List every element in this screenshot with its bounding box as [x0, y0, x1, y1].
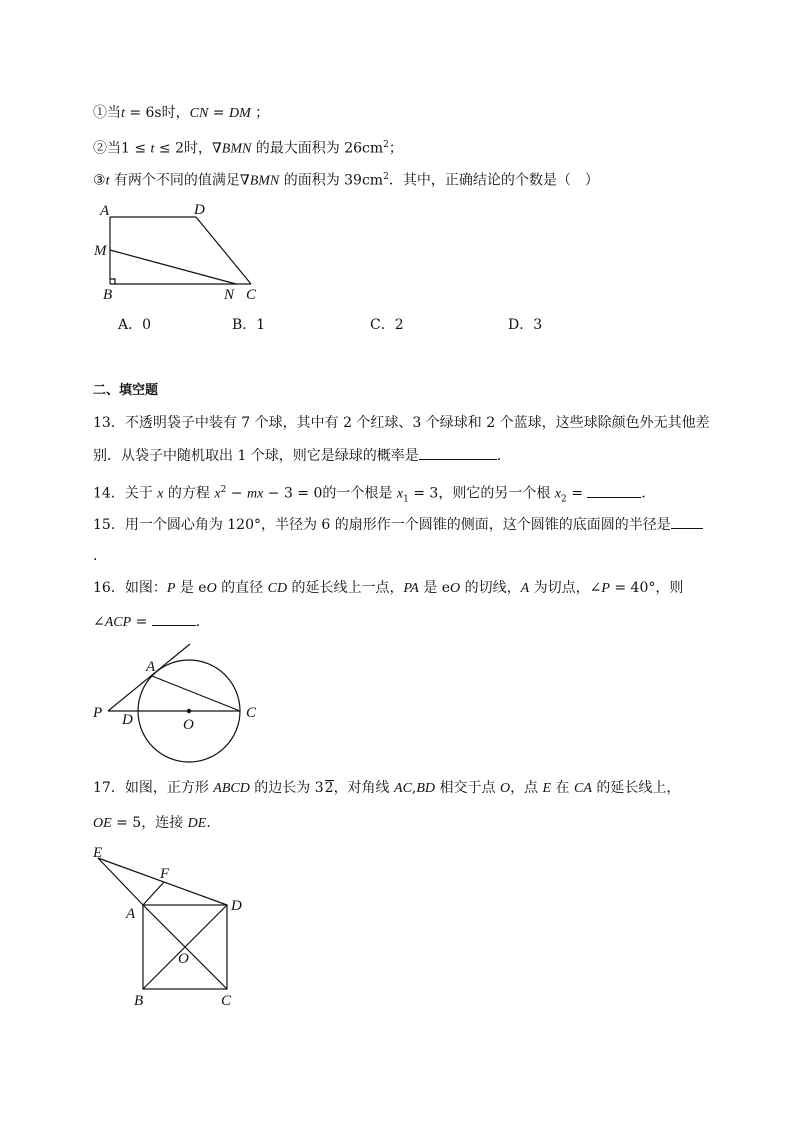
label-C: C: [246, 287, 257, 303]
q15-answer-blank[interactable]: [671, 514, 703, 529]
q12-statement-1: ①当t = 6s时，CN = DM ；: [93, 105, 270, 121]
label-A: A: [126, 906, 136, 922]
choice-c[interactable]: C．2: [370, 317, 404, 333]
q13-line-2: 别．从袋子中随机取出 1 个球，则它是绿球的概率是 ．: [93, 445, 511, 466]
label-D: D: [194, 202, 205, 218]
q14-answer-blank[interactable]: [587, 483, 641, 498]
label-O: O: [183, 717, 194, 733]
q16-line-2: ∠ACP = ．: [93, 611, 210, 633]
q12-statement-3: ③t 有两个不同的值满足∇BMN 的面积为 $39cm^2$．其中，正确结论的个数是（ ）: [93, 172, 599, 189]
label-F: F: [160, 866, 170, 882]
label-C: C: [246, 705, 257, 721]
label-B: B: [134, 993, 144, 1009]
label-C: C: [221, 993, 232, 1009]
q15-line-2: ．: [93, 548, 107, 564]
label-N: N: [224, 287, 235, 303]
label-P: P: [93, 705, 103, 721]
q16-answer-blank[interactable]: [152, 611, 196, 626]
q17-line-2: OE = 5，连接 DE．: [93, 815, 221, 831]
label-D: D: [122, 712, 133, 728]
q16-line-1: 16．如图：P 是 eO 的直径 CD 的延长线上一点，PA 是 eO 的切线，A 为切点，∠P = 40°，则: [93, 580, 684, 596]
section-title: 二、填空题: [93, 383, 159, 398]
label-A: A: [146, 659, 156, 675]
label-M: M: [94, 243, 107, 259]
label-O: O: [178, 951, 189, 967]
label-A: A: [100, 203, 110, 219]
choice-d[interactable]: D．3: [508, 317, 543, 333]
q15-line-1: 15．用一个圆心角为 120°，半径为 6 的扇形作一个圆锥的侧面，这个圆锥的底面圆的半径是: [93, 514, 703, 535]
q13-answer-blank[interactable]: [419, 445, 497, 460]
q17-line-1: 17．如图，正方形 ABCD 的边长为 32，对角线 AC,BD 相交于点 O，点 E 在 CA 的延长线上，: [93, 780, 681, 796]
q12-statement-2: ②当1 ≤ t ≤ 2时，∇BMN 的最大面积为 $26cm^2$；: [93, 140, 403, 157]
choice-a[interactable]: A．0: [118, 317, 152, 333]
q13-line-1: 13．不透明袋子中装有 7 个球，其中有 2 个红球、3 个绿球和 2 个蓝球，这些球除颜色外无其他差: [93, 415, 710, 431]
q14-line: 14．关于 x 的方程 $x^2$ − mx − 3 = 0的一个根是 $x_1 = 3$，则它的另一个根 $x_2$ = ．: [93, 480, 655, 509]
label-E: E: [93, 845, 103, 861]
label-D: D: [231, 898, 242, 914]
choice-b[interactable]: B．1: [232, 317, 266, 333]
label-B: B: [103, 287, 113, 303]
